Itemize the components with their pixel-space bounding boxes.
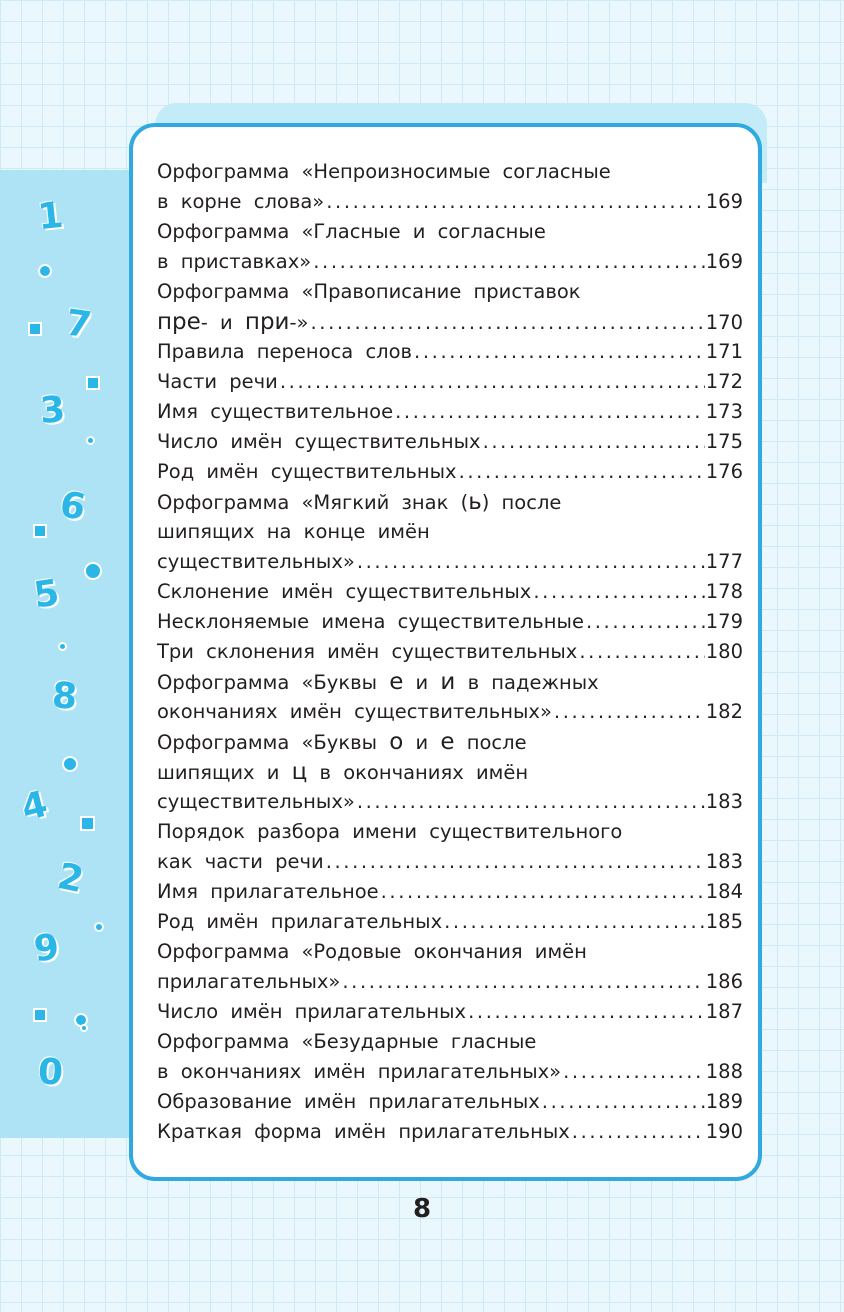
toc-entry xyxy=(157,1087,743,1117)
dot-leader xyxy=(579,637,704,667)
highlighted-letters: ь xyxy=(468,489,482,515)
decor-dot xyxy=(84,562,102,580)
toc-page-number: 171 xyxy=(705,340,743,363)
toc-entry-title: Краткая форма имён прилагательных xyxy=(157,1120,570,1143)
toc-page-number: 179 xyxy=(705,610,743,633)
toc-entry xyxy=(157,157,743,187)
decor-dot xyxy=(94,922,104,932)
decor-digit: 1 xyxy=(35,194,66,239)
dot-leader xyxy=(395,397,705,427)
toc-entry-title: существительных» xyxy=(157,790,355,813)
toc-entry xyxy=(157,757,743,787)
toc-page-number: 169 xyxy=(705,250,743,273)
toc-page-number: 187 xyxy=(705,1000,743,1023)
dot-leader xyxy=(326,187,705,217)
toc-entry-title: Орфограмма «Непроизносимые согласные xyxy=(157,160,611,183)
toc-entry xyxy=(157,997,743,1027)
highlighted-letters: о xyxy=(389,729,404,755)
title-fragment: в падежных xyxy=(455,671,599,694)
toc-entry xyxy=(157,367,743,397)
decor-dot xyxy=(86,436,95,445)
toc-entry-title: в приставках» xyxy=(157,250,312,273)
toc-entry-title xyxy=(157,757,528,788)
highlighted-letters: е xyxy=(389,669,404,695)
toc-entry xyxy=(157,187,743,217)
toc-entry xyxy=(157,727,743,757)
toc-entry xyxy=(157,667,743,697)
toc-entry-title: прилагательных» xyxy=(157,970,341,993)
toc-page-number: 190 xyxy=(705,1120,743,1143)
toc-entry-title: Части речи xyxy=(157,370,278,393)
dot-leader xyxy=(326,847,705,877)
decor-digit: 9 xyxy=(31,926,62,971)
decor-digit: 7 xyxy=(63,302,94,347)
toc-entry-title: в окончаниях имён прилагательных» xyxy=(157,1060,562,1083)
toc-entry-title: Орфограмма «Родовые окончания имён xyxy=(157,940,587,963)
toc-entry-title: Образование имён прилагательных xyxy=(157,1090,540,1113)
decor-dot xyxy=(62,756,78,772)
dot-leader xyxy=(554,697,705,727)
toc-entry-title: Род имён существительных xyxy=(157,460,457,483)
toc-page-number: 186 xyxy=(705,970,743,993)
toc-entry-title: существительных» xyxy=(157,550,355,573)
toc-page-number: 175 xyxy=(705,430,743,453)
toc-entry xyxy=(157,697,743,727)
title-fragment: в окончаниях имён xyxy=(307,761,529,784)
toc-entry xyxy=(157,877,743,907)
dot-leader xyxy=(280,367,705,397)
toc-entry-title: Три склонения имён существительных xyxy=(157,640,578,663)
highlighted-letters: ц xyxy=(291,759,308,785)
toc-entry xyxy=(157,307,743,337)
title-fragment: шипящих и xyxy=(157,761,292,784)
toc-entry xyxy=(157,607,743,637)
decor-digit: 3 xyxy=(38,389,67,432)
toc-page-number: 173 xyxy=(705,400,743,423)
toc-entry-title: Орфограмма «Безударные гласные xyxy=(157,1030,537,1053)
toc-entry xyxy=(157,337,743,367)
toc-entry-title: Имя прилагательное xyxy=(157,880,379,903)
dot-leader xyxy=(483,427,705,457)
title-fragment: -» xyxy=(289,311,309,334)
toc-entry xyxy=(157,487,743,517)
toc-entry xyxy=(157,907,743,937)
toc-entry-title: Орфограмма «Гласные и согласные xyxy=(157,220,546,243)
toc-page-number: 183 xyxy=(705,790,743,813)
toc-page-number: 170 xyxy=(705,311,743,334)
toc-entry-title: как части речи xyxy=(157,850,324,873)
left-decor-strip xyxy=(0,170,130,1138)
title-fragment: Орфограмма «Мягкий знак ( xyxy=(157,491,469,514)
toc-entry-title xyxy=(157,727,527,758)
toc-entry xyxy=(157,937,743,967)
decor-square xyxy=(28,322,42,336)
decor-dot xyxy=(38,264,52,278)
decor-digit: 4 xyxy=(17,783,52,830)
toc-page-number: 184 xyxy=(705,880,743,903)
toc-entry-title: в корне слова» xyxy=(157,190,325,213)
toc-page-number: 185 xyxy=(705,910,743,933)
toc-entry xyxy=(157,1117,743,1147)
toc-entry xyxy=(157,637,743,667)
toc-entry xyxy=(157,787,743,817)
toc-page-number: 178 xyxy=(705,580,743,603)
toc-entry-title: шипящих на конце имён xyxy=(157,520,430,543)
toc-entry-title: Число имён существительных xyxy=(157,430,481,453)
toc-entry-title: Правила переноса слов xyxy=(157,340,413,363)
toc-page-number: 188 xyxy=(705,1060,743,1083)
toc-entry-title: окончаниях имён существительных» xyxy=(157,700,552,723)
decor-dot xyxy=(58,642,67,651)
toc-entry xyxy=(157,1057,743,1087)
toc-page-number: 169 xyxy=(705,190,743,213)
toc-entry-title: Орфограмма «Правописание приставок xyxy=(157,280,581,303)
toc-entry-title xyxy=(157,667,599,698)
decor-dot xyxy=(80,1024,88,1032)
dot-leader xyxy=(357,547,705,577)
decor-square xyxy=(86,376,100,390)
toc-entry xyxy=(157,847,743,877)
toc-entry xyxy=(157,817,743,847)
decor-square xyxy=(80,816,95,831)
highlighted-letters: е xyxy=(440,729,455,755)
toc-entry xyxy=(157,217,743,247)
toc-entry-title xyxy=(157,307,308,338)
toc-entry xyxy=(157,547,743,577)
toc-page-number: 180 xyxy=(705,640,743,663)
title-fragment: Орфограмма «Буквы xyxy=(157,671,390,694)
toc-page-number: 177 xyxy=(705,550,743,573)
toc-entry xyxy=(157,967,743,997)
dot-leader xyxy=(381,877,705,907)
dot-leader xyxy=(459,457,705,487)
dot-leader xyxy=(310,308,704,338)
toc-entry-title: Число имён прилагательных xyxy=(157,1000,467,1023)
toc-entry-title: Имя существительное xyxy=(157,400,394,423)
dot-leader xyxy=(563,1057,705,1087)
toc-entry xyxy=(157,277,743,307)
toc-entry-title: Порядок разбора имени существительного xyxy=(157,820,623,843)
dot-leader xyxy=(342,967,704,997)
decor-square xyxy=(33,1008,47,1022)
toc-entry-title xyxy=(157,487,561,518)
table-of-contents xyxy=(157,157,743,1147)
decor-digit: 8 xyxy=(50,675,79,718)
dot-leader xyxy=(357,787,705,817)
title-fragment: после xyxy=(454,731,527,754)
title-fragment: и xyxy=(403,731,441,754)
title-fragment: - и xyxy=(200,311,245,334)
decor-digit: 6 xyxy=(56,484,89,529)
decor-digit: 0 xyxy=(36,1051,65,1094)
title-fragment: Орфограмма «Буквы xyxy=(157,731,390,754)
highlighted-letters: и xyxy=(440,669,456,695)
title-fragment: ) после xyxy=(481,491,562,514)
toc-entry-title: Несклоняемые имена существительные xyxy=(157,610,584,633)
toc-entry xyxy=(157,457,743,487)
dot-leader xyxy=(542,1087,705,1117)
decor-digit: 5 xyxy=(31,572,62,617)
toc-page-number: 182 xyxy=(705,700,743,723)
toc-entry xyxy=(157,247,743,277)
toc-page-number: 176 xyxy=(705,460,743,483)
toc-entry xyxy=(157,577,743,607)
toc-entry-title: Род имён прилагательных xyxy=(157,910,443,933)
toc-entry xyxy=(157,517,743,547)
decor-square xyxy=(33,524,47,538)
toc-entry xyxy=(157,1027,743,1057)
toc-entry-title: Склонение имён существительных xyxy=(157,580,532,603)
dot-leader xyxy=(533,577,704,607)
dot-leader xyxy=(313,247,705,277)
toc-entry xyxy=(157,427,743,457)
dot-leader xyxy=(572,1117,705,1147)
dot-leader xyxy=(586,607,705,637)
decor-digit: 2 xyxy=(54,855,88,902)
dot-leader xyxy=(414,337,705,367)
toc-page-number: 189 xyxy=(705,1090,743,1113)
dot-leader xyxy=(468,997,705,1027)
toc-card xyxy=(129,123,762,1181)
highlighted-letters: при xyxy=(244,309,290,335)
toc-entry xyxy=(157,397,743,427)
highlighted-letters: пре xyxy=(157,309,201,335)
page-number: 8 xyxy=(412,1194,432,1224)
toc-page-number: 183 xyxy=(705,850,743,873)
title-fragment: и xyxy=(403,671,441,694)
toc-page-number: 172 xyxy=(705,370,743,393)
dot-leader xyxy=(444,907,705,937)
